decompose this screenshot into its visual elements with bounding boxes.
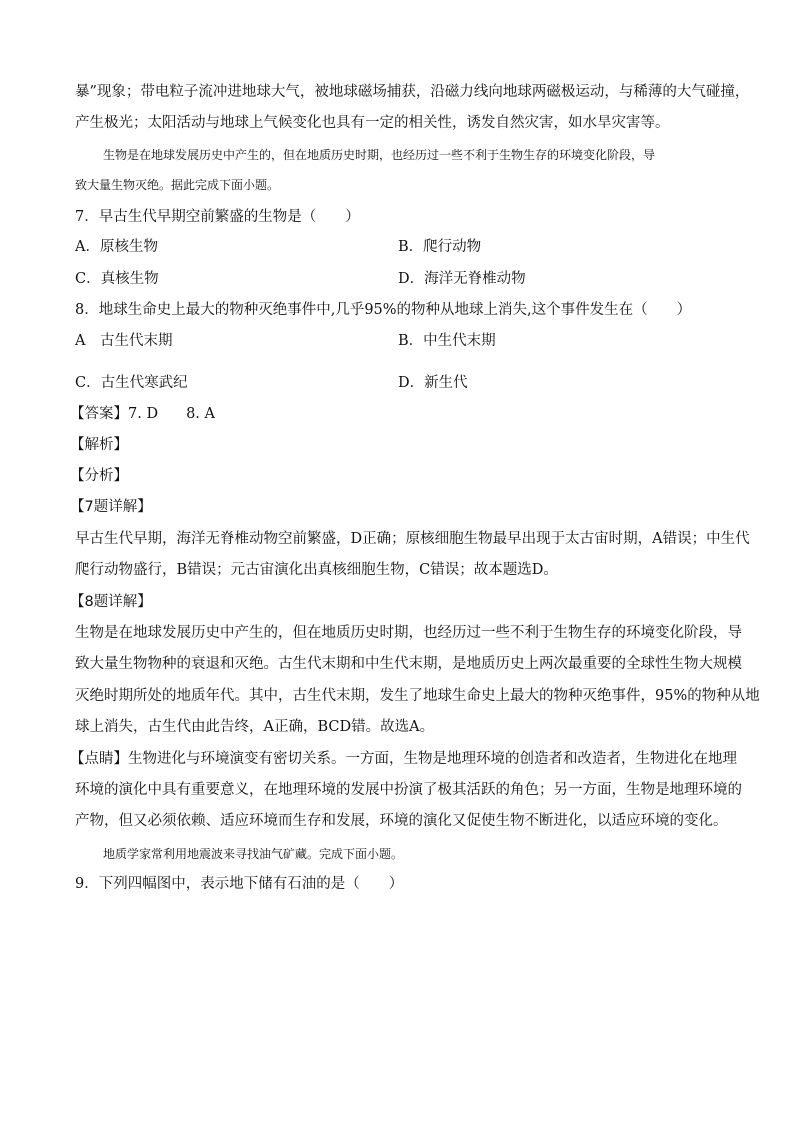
q7-detail-label: 【7题详解】 xyxy=(70,499,152,515)
q8-detail-line-3: 灭绝时期所处的地质年代。其中，古生代末期，发生了地球生命史上最大的物种灭绝事件，95%的物种从地 xyxy=(75,688,760,704)
q8-option-b: B．中生代末期 xyxy=(398,333,496,349)
passage2: 地质学家常利用地震波来寻找油气矿藏。完成下面小题。 xyxy=(103,847,404,861)
answer-label: 【答案】 xyxy=(70,406,128,422)
dianjing-label: 【点睛】 xyxy=(70,751,128,767)
intro-line-2: 产生极光；太阳活动与地球上气候变化也具有一定的相关性，诱发自然灾害，如水旱灾害等。 xyxy=(75,115,670,131)
dianjing-line-1 xyxy=(70,749,737,769)
passage1-line-1: 生物是在地球发展历史中产生的，但在地质历史时期，也经历过一些不利于生物生存的环境变化阶段，导 xyxy=(103,148,656,162)
q8-detail-line-2: 致大量生物物种的衰退和灭绝。古生代末期和中生代末期，是地质历史上两次最重要的全球性生物大规模 xyxy=(75,656,742,672)
intro-line-1: 暴”现象；带电粒子流冲进地球大气，被地球磁场捕获，沿磁力线向地球两磁极运动，与稀薄的大气碰撞， xyxy=(75,84,750,100)
q7-option-c: C．真核生物 xyxy=(75,271,159,287)
dianjing-text-1: 生物进化与环境演变有密切关系。一方面，生物是地理环境的创造者和改造者，生物进化在地理 xyxy=(128,751,737,767)
q7-detail-line-1: 早古生代早期，海洋无脊椎动物空前繁盛，D正确；原核细胞生物最早出现于太古宙时期，A错误；中生代 xyxy=(75,531,750,547)
dianjing-line-2: 环境的演化中具有重要意义，在地理环境的发展中扮演了极其活跃的角色；另一方面，生物是地理环境的 xyxy=(75,782,742,798)
q8-detail-line-1: 生物是在地球发展历史中产生的，但在地质历史时期，也经历过一些不利于生物生存的环境变化阶段，导 xyxy=(75,625,742,641)
q7-option-d: D．海洋无脊椎动物 xyxy=(398,271,526,287)
answer-q7: 7. D xyxy=(128,406,159,422)
q8-option-d: D．新生代 xyxy=(398,375,468,391)
analysis-label: 【解析】 xyxy=(70,437,128,453)
answer-q8: 8. A xyxy=(186,406,215,422)
fenxi-label: 【分析】 xyxy=(70,468,128,484)
q7-option-a: A．原核生物 xyxy=(75,239,158,255)
q7-stem: 7．早古生代早期空前繁盛的生物是（ ） xyxy=(75,209,360,225)
q8-detail-line-4: 球上消失，古生代由此告终，A正确，BCD错。故选A。 xyxy=(75,719,435,735)
answer-row xyxy=(70,404,215,424)
dianjing-line-3: 产物，但又必须依赖、适应环境而生存和发展，环境的演化又促使生物不断进化，以适应环境的变化。 xyxy=(75,813,728,829)
q7-option-b: B．爬行动物 xyxy=(398,239,482,255)
q8-detail-label: 【8题详解】 xyxy=(70,594,152,610)
passage1-line-2: 致大量生物灭绝。据此完成下面小题。 xyxy=(75,178,280,192)
q9-stem: 9．下列四幅图中，表示地下储有石油的是（ ） xyxy=(75,876,404,892)
q7-detail-line-2: 爬行动物盛行，B错误；元古宙演化出真核细胞生物，C错误；故本题选D。 xyxy=(75,562,558,578)
q8-stem: 8．地球生命史上最大的物种灭绝事件中,几乎95%的物种从地球上消失,这个事件发生在（ ） xyxy=(75,302,692,318)
q8-option-c: C．古生代寒武纪 xyxy=(75,375,188,391)
q8-option-a: A 古生代末期 xyxy=(75,333,173,349)
